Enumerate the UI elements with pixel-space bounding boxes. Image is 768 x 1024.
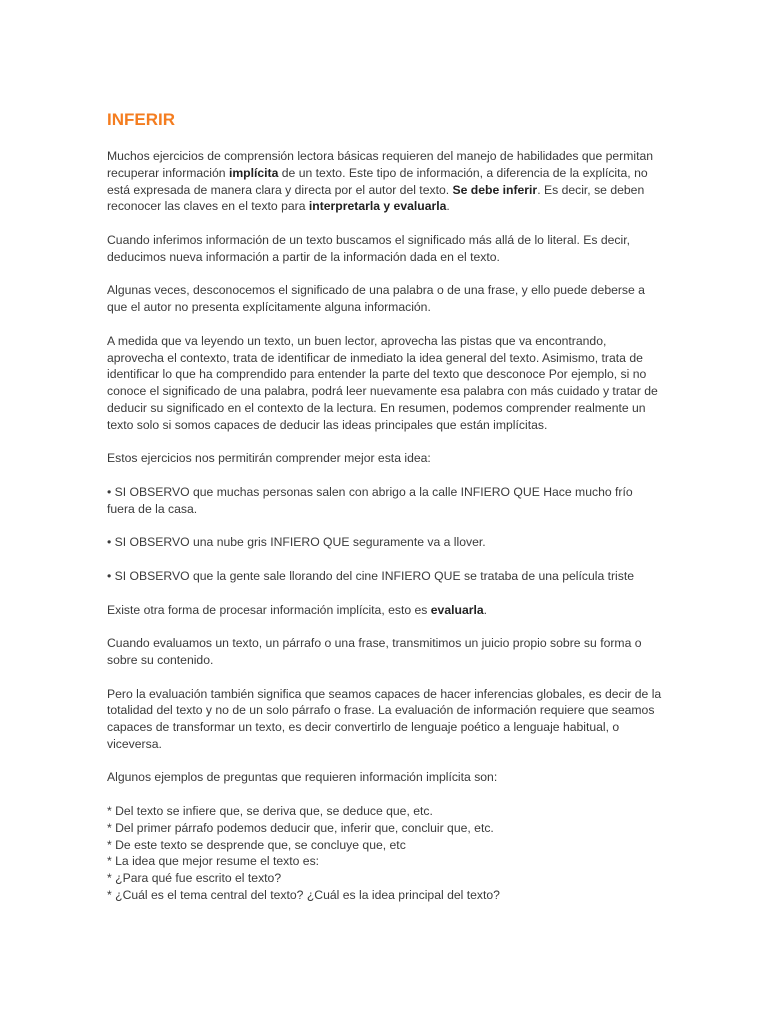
paragraph-ejemplos: Algunos ejemplos de preguntas que requieren información implícita son: — [107, 770, 498, 785]
bullet-item: • SI OBSERVO que la gente sale llorando del cine INFIERO QUE se trataba de una película triste — [107, 568, 635, 583]
bullet-item: • SI OBSERVO que muchas personas salen con abrigo a la calle INFIERO QUE Hace mucho frío fuera de la casa. — [107, 484, 633, 516]
page-title: INFERIR — [107, 110, 175, 129]
paragraph-evaluacion: Pero la evaluación también significa que seamos capaces de hacer inferencias globales, es decir de la totalidad del texto y no de un solo párrafo o frase. La evaluación de información requiere que seamos capaces de transformar un texto, es decir convertirlo de lenguaje poético a lenguaje habitual, o viceversa. — [107, 686, 662, 751]
paragraph-evaluarla — [107, 602, 663, 619]
question-item: * Del texto se infiere que, se deriva que, se deduce que, etc. — [107, 804, 433, 819]
paragraph-buen-lector: A medida que va leyendo un texto, un buen lector, aprovecha las pistas que va encontrando, aprovecha el contexto, trata de identificar de inmediato la idea general del texto. Asimismo, trata de identificar lo que ha comprendido para entender la parte del texto que desconoce Por ejemplo, si no conoce el significado de una palabra, podrá leer nuevamente esa palabra con más cuidado y tratar de deducir su significado en el contexto de la lectura. En resumen, podemos comprender realmente un texto solo si somos capaces de deducir las ideas principales que están implícitas. — [107, 333, 658, 432]
paragraph-evaluamos: Cuando evaluamos un texto, un párrafo o una frase, transmitimos un juicio propio sobre su forma o sobre su contenido. — [107, 636, 642, 667]
paragraph-text: Muchos ejercicios de comprensión lectora básicas requieren del manejo de habilidades que permitan recuperar información — [107, 149, 654, 180]
paragraph-intro — [107, 148, 663, 215]
bold-term-se-debe-inferir: Se debe inferir — [452, 182, 538, 197]
paragraph-desconocemos: Algunas veces, desconocemos el significado de una palabra o de una frase, y ello puede deberse a que el autor no presenta explícitamente alguna información. — [107, 283, 645, 315]
paragraph-inferir: Cuando inferimos información de un texto buscamos el significado más allá de lo literal. Es decir, deducimos nueva información a partir de la información dada en el texto. — [107, 232, 630, 264]
document-page — [107, 110, 663, 904]
paragraph-text: Existe otra forma de procesar información implícita, esto es — [107, 602, 431, 617]
paragraph-text: . — [483, 602, 488, 617]
paragraph-text: de un texto. Este tipo de información, a diferencia de la explícita, no está expresada de manera clara y directa por el autor del texto. — [107, 165, 648, 197]
bold-term-evaluarla: evaluarla — [430, 602, 484, 617]
paragraph-ejercicios: Estos ejercicios nos permitirán comprender mejor esta idea: — [107, 451, 431, 466]
question-item: * ¿Para qué fue escrito el texto? — [107, 871, 282, 886]
question-item: * ¿Cuál es el tema central del texto? ¿Cuál es la idea principal del texto? — [107, 888, 500, 903]
paragraph-text: . Es decir, se deben reconocer las claves en el texto para — [107, 182, 645, 214]
question-item: * Del primer párrafo podemos deducir que, inferir que, concluir que, etc. — [107, 820, 494, 835]
bold-term-implicita: implícita — [228, 165, 279, 180]
paragraph-text: . — [446, 199, 450, 214]
question-item: * La idea que mejor resume el texto es: — [107, 854, 320, 869]
bullet-item: • SI OBSERVO una nube gris INFIERO QUE seguramente va a llover. — [107, 535, 486, 550]
bold-term-interpretarla: interpretarla y evaluarla — [308, 199, 447, 214]
question-item: * De este texto se desprende que, se concluye que, etc — [107, 837, 406, 852]
